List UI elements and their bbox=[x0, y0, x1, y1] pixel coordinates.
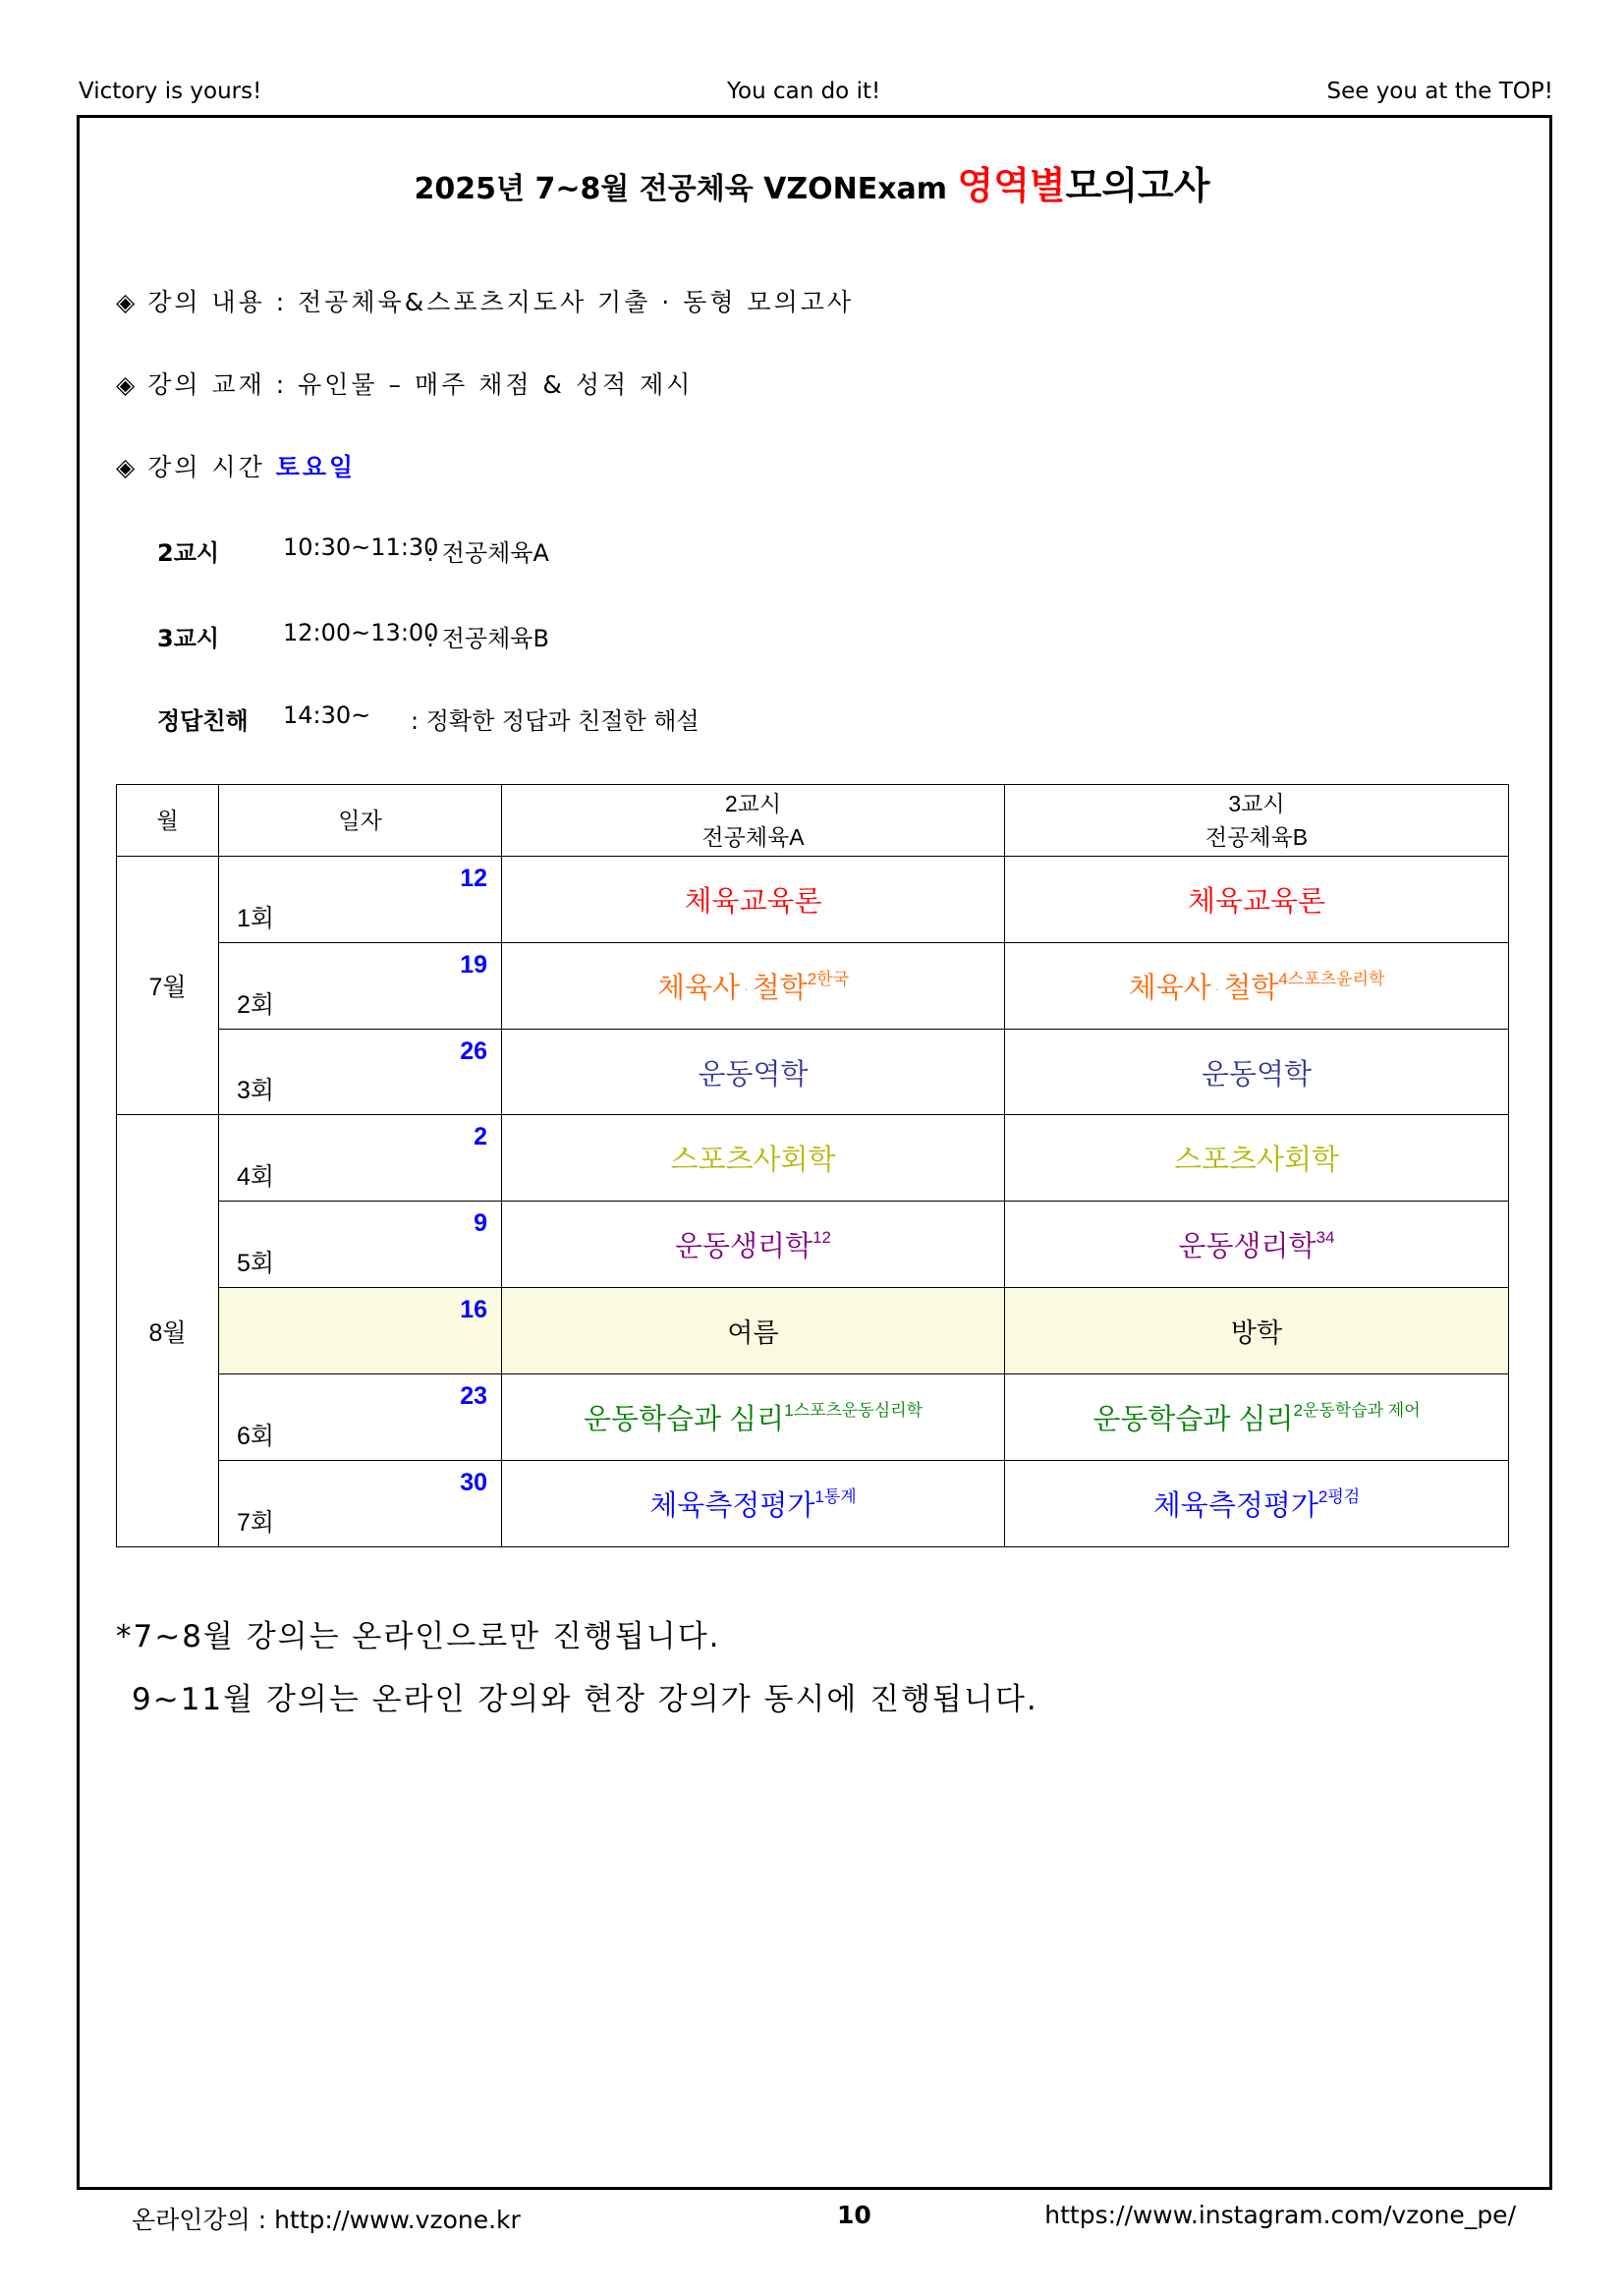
bullet-content bbox=[116, 283, 854, 318]
subject-b bbox=[1005, 1202, 1509, 1288]
subject-b-sup: 34 bbox=[1316, 1228, 1335, 1248]
bullet-content-text: 강의 내용 : 전공체육&스포츠지도사 기출 · 동형 모의고사 bbox=[147, 288, 855, 316]
session-label: 2회 bbox=[237, 990, 275, 1019]
bullet-time-highlight: 토요일 bbox=[275, 453, 357, 481]
table-row bbox=[117, 942, 1509, 1029]
table-row bbox=[117, 1374, 1509, 1461]
subject-b bbox=[1005, 1288, 1509, 1374]
session-label: 3회 bbox=[237, 1077, 275, 1105]
subject-a-text: 체육측정평가 bbox=[649, 1490, 815, 1523]
day-number: 19 bbox=[460, 950, 487, 979]
subject-a-text: 스포츠사회학 bbox=[670, 1145, 836, 1177]
subject-b bbox=[1005, 942, 1509, 1029]
day-number: 26 bbox=[460, 1036, 487, 1065]
subject-a-text-1: 체육사 bbox=[656, 972, 741, 1004]
header-month: 월 bbox=[117, 785, 219, 857]
subject-b bbox=[1005, 1029, 1509, 1115]
subject-b bbox=[1005, 856, 1509, 942]
subject-b-text: 방학 bbox=[1230, 1318, 1283, 1349]
subject-b-text: 운동학습과 심리 bbox=[1092, 1404, 1294, 1436]
session-label: 7회 bbox=[237, 1509, 275, 1537]
date-cell bbox=[219, 942, 502, 1029]
title-suffix: 모의고사 bbox=[1065, 164, 1210, 207]
schedule-time: 14:30~ bbox=[283, 701, 371, 729]
day-number: 12 bbox=[460, 864, 487, 892]
schedule-desc: : 전공체육A bbox=[426, 539, 549, 567]
subject-b-sup: 4스포츠윤리학 bbox=[1278, 969, 1385, 988]
session-label: 5회 bbox=[237, 1250, 275, 1278]
subject-a bbox=[502, 1202, 1005, 1288]
table-row bbox=[117, 1202, 1509, 1288]
bullet-time-text: 강의 시간 bbox=[147, 453, 276, 481]
footer-instagram-link[interactable]: https://www.instagram.com/vzone_pe/ bbox=[1044, 2201, 1516, 2229]
date-cell bbox=[219, 856, 502, 942]
month-cell-july: 7월 bbox=[117, 856, 219, 1115]
table-row bbox=[117, 1115, 1509, 1202]
header-date: 일자 bbox=[219, 785, 502, 857]
header-col-b bbox=[1005, 785, 1509, 857]
session-label: 1회 bbox=[237, 904, 275, 932]
subject-a-sup: 2한국 bbox=[807, 969, 850, 988]
date-cell bbox=[219, 1288, 502, 1374]
note-line-1: *7~8월 강의는 온라인으로만 진행됩니다. bbox=[116, 1619, 721, 1654]
subject-a-sup: 1통계 bbox=[814, 1487, 857, 1507]
schedule-desc: : 정확한 정답과 친절한 해설 bbox=[411, 707, 700, 735]
header-left-text: Victory is yours! bbox=[79, 79, 262, 104]
subject-a bbox=[502, 942, 1005, 1029]
date-cell bbox=[219, 1374, 502, 1461]
subject-a-text-2: 철학 bbox=[752, 972, 808, 1004]
subject-b bbox=[1005, 1115, 1509, 1202]
schedule-time: 12:00~13:00 bbox=[283, 619, 439, 646]
subject-b-text: 운동역학 bbox=[1201, 1058, 1313, 1091]
note-line-2: 9~11월 강의는 온라인 강의와 현장 강의가 동시에 진행됩니다. bbox=[132, 1682, 1038, 1717]
subject-b-sup: 2운동학습과 제어 bbox=[1293, 1401, 1421, 1421]
exam-schedule-table bbox=[116, 784, 1509, 1547]
subject-b-text: 체육측정평가 bbox=[1152, 1490, 1318, 1523]
header-col-b-line1: 3교시 bbox=[1228, 790, 1285, 816]
date-cell bbox=[219, 1029, 502, 1115]
subject-a-text: 운동생리학 bbox=[675, 1231, 813, 1263]
schedule-period: 2교시 bbox=[157, 539, 220, 567]
subject-a bbox=[502, 1288, 1005, 1374]
table-row bbox=[117, 856, 1509, 942]
subject-b-text: 체육교육론 bbox=[1187, 885, 1326, 918]
subject-b-text: 운동생리학 bbox=[1178, 1231, 1316, 1263]
middle-dot: · bbox=[744, 980, 749, 996]
title-highlight: 영역별 bbox=[957, 164, 1066, 207]
date-cell bbox=[219, 1202, 502, 1288]
header-center-text: You can do it! bbox=[727, 79, 881, 104]
bullet-material bbox=[116, 365, 693, 401]
subject-a bbox=[502, 1029, 1005, 1115]
title-prefix: 2025년 7~8월 전공체육 VZONExam bbox=[414, 172, 958, 206]
subject-b-sup: 2평검 bbox=[1317, 1487, 1361, 1507]
bullet-time bbox=[116, 448, 356, 483]
day-number: 9 bbox=[474, 1209, 487, 1238]
table-header-row bbox=[117, 785, 1509, 857]
table-row bbox=[117, 1461, 1509, 1547]
month-cell-august: 8월 bbox=[117, 1115, 219, 1547]
day-number: 16 bbox=[460, 1296, 487, 1324]
date-cell bbox=[219, 1461, 502, 1547]
diamond-bullet-icon: ◈ bbox=[116, 288, 139, 316]
page-title bbox=[0, 155, 1624, 209]
diamond-bullet-icon: ◈ bbox=[116, 453, 139, 481]
bullet-material-text: 강의 교재 : 유인물 – 매주 채점 & 성적 제시 bbox=[147, 370, 694, 399]
subject-a-text: 여름 bbox=[727, 1318, 779, 1349]
header-col-a-line2: 전공체육A bbox=[701, 823, 805, 850]
subject-a bbox=[502, 856, 1005, 942]
schedule-time: 10:30~11:30 bbox=[283, 533, 439, 561]
table-row-summer-break bbox=[117, 1288, 1509, 1374]
subject-a-text: 운동역학 bbox=[698, 1058, 809, 1091]
subject-a bbox=[502, 1461, 1005, 1547]
subject-a bbox=[502, 1374, 1005, 1461]
header-col-a-line1: 2교시 bbox=[724, 790, 782, 816]
header-right-text: See you at the TOP! bbox=[1326, 79, 1553, 104]
footer-online-link[interactable]: 온라인강의 : http://www.vzone.kr bbox=[132, 2206, 521, 2234]
session-label: 4회 bbox=[237, 1163, 275, 1192]
session-label: 6회 bbox=[237, 1423, 275, 1451]
subject-b-text: 스포츠사회학 bbox=[1173, 1145, 1340, 1177]
table-row bbox=[117, 1029, 1509, 1115]
schedule-period: 정답친해 bbox=[157, 707, 249, 735]
diamond-bullet-icon: ◈ bbox=[116, 370, 139, 399]
subject-a-text: 체육교육론 bbox=[684, 885, 822, 918]
day-number: 30 bbox=[460, 1469, 487, 1497]
header-col-a bbox=[502, 785, 1005, 857]
middle-dot: · bbox=[1214, 980, 1220, 996]
day-number: 23 bbox=[460, 1382, 487, 1411]
header-col-b-line2: 전공체육B bbox=[1204, 823, 1309, 850]
subject-a-sup: 1스포츠운동심리학 bbox=[784, 1401, 923, 1421]
subject-b bbox=[1005, 1374, 1509, 1461]
subject-a-sup: 12 bbox=[812, 1228, 831, 1248]
subject-a bbox=[502, 1115, 1005, 1202]
subject-b-text-1: 체육사 bbox=[1128, 972, 1211, 1004]
subject-b bbox=[1005, 1461, 1509, 1547]
schedule-period: 3교시 bbox=[157, 625, 220, 652]
footer-page-number: 10 bbox=[837, 2201, 871, 2229]
subject-a-text: 운동학습과 심리 bbox=[584, 1404, 785, 1436]
date-cell bbox=[219, 1115, 502, 1202]
schedule-desc: : 전공체육B bbox=[426, 625, 549, 652]
subject-b-text-2: 철학 bbox=[1223, 972, 1279, 1004]
day-number: 2 bbox=[474, 1123, 487, 1151]
